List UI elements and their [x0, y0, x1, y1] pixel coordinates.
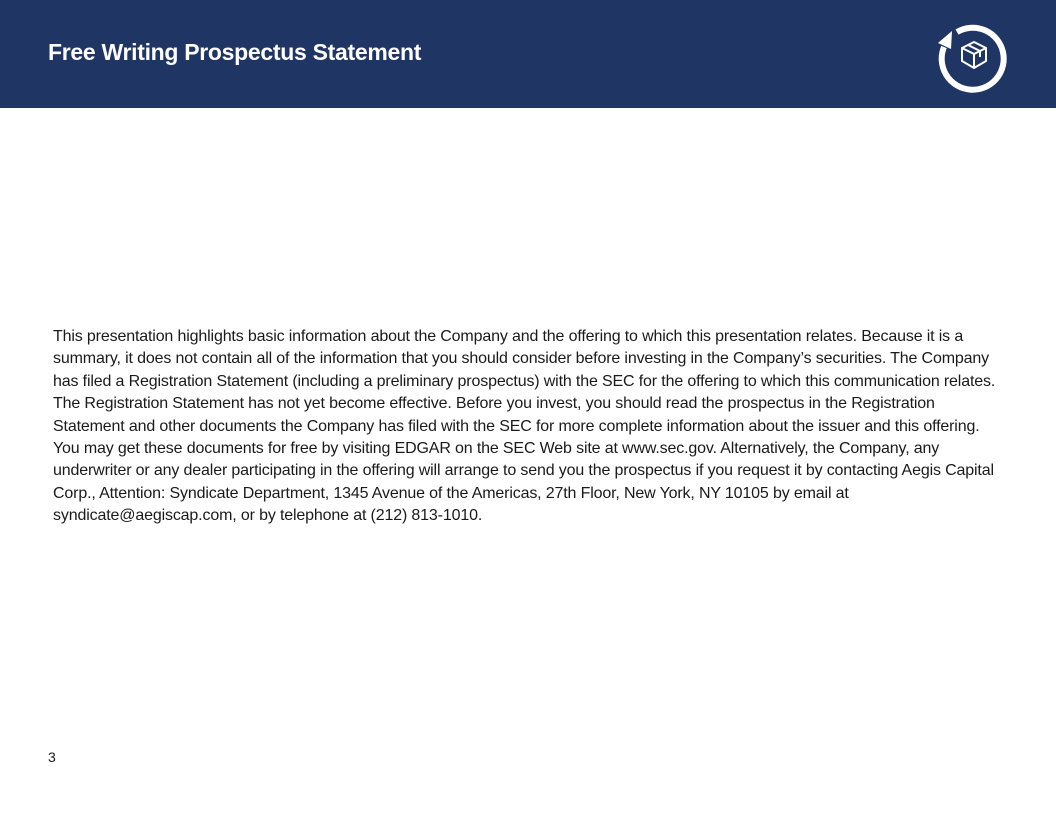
header-bar — [0, 0, 1056, 108]
circular-arrow-box-icon — [935, 17, 1011, 93]
disclaimer-paragraph: This presentation highlights basic information about the Company and the offering to which this presentation relates. Because it is a summary, it does not contain all of the information that you should consider before investing in the Company’s securities. The Company has filed a Registration Statement (including a preliminary prospectus) with the SEC for the offering to which this communication relates. The Registration Statement has not yet become effective. Before you invest, you should read the prospectus in the Registration Statement and other documents the Company has filed with the SEC for more complete information about the issuer and this offering. You may get these documents for free by visiting EDGAR on the SEC Web site at www.sec.gov. Alternatively, the Company, any underwriter or any dealer participating in the offering will arrange to send you the prospectus if you request it by contacting Aegis Capital Corp., Attention: Syndicate Department, 1345 Avenue of the Americas, 27th Floor, New York, NY 10105 by email at syndicate@aegiscap.com, or by telephone at (212) 813-1010. — [53, 328, 996, 525]
slide-title: Free Writing Prospectus Statement — [48, 39, 422, 65]
page-number: 3 — [48, 749, 56, 765]
